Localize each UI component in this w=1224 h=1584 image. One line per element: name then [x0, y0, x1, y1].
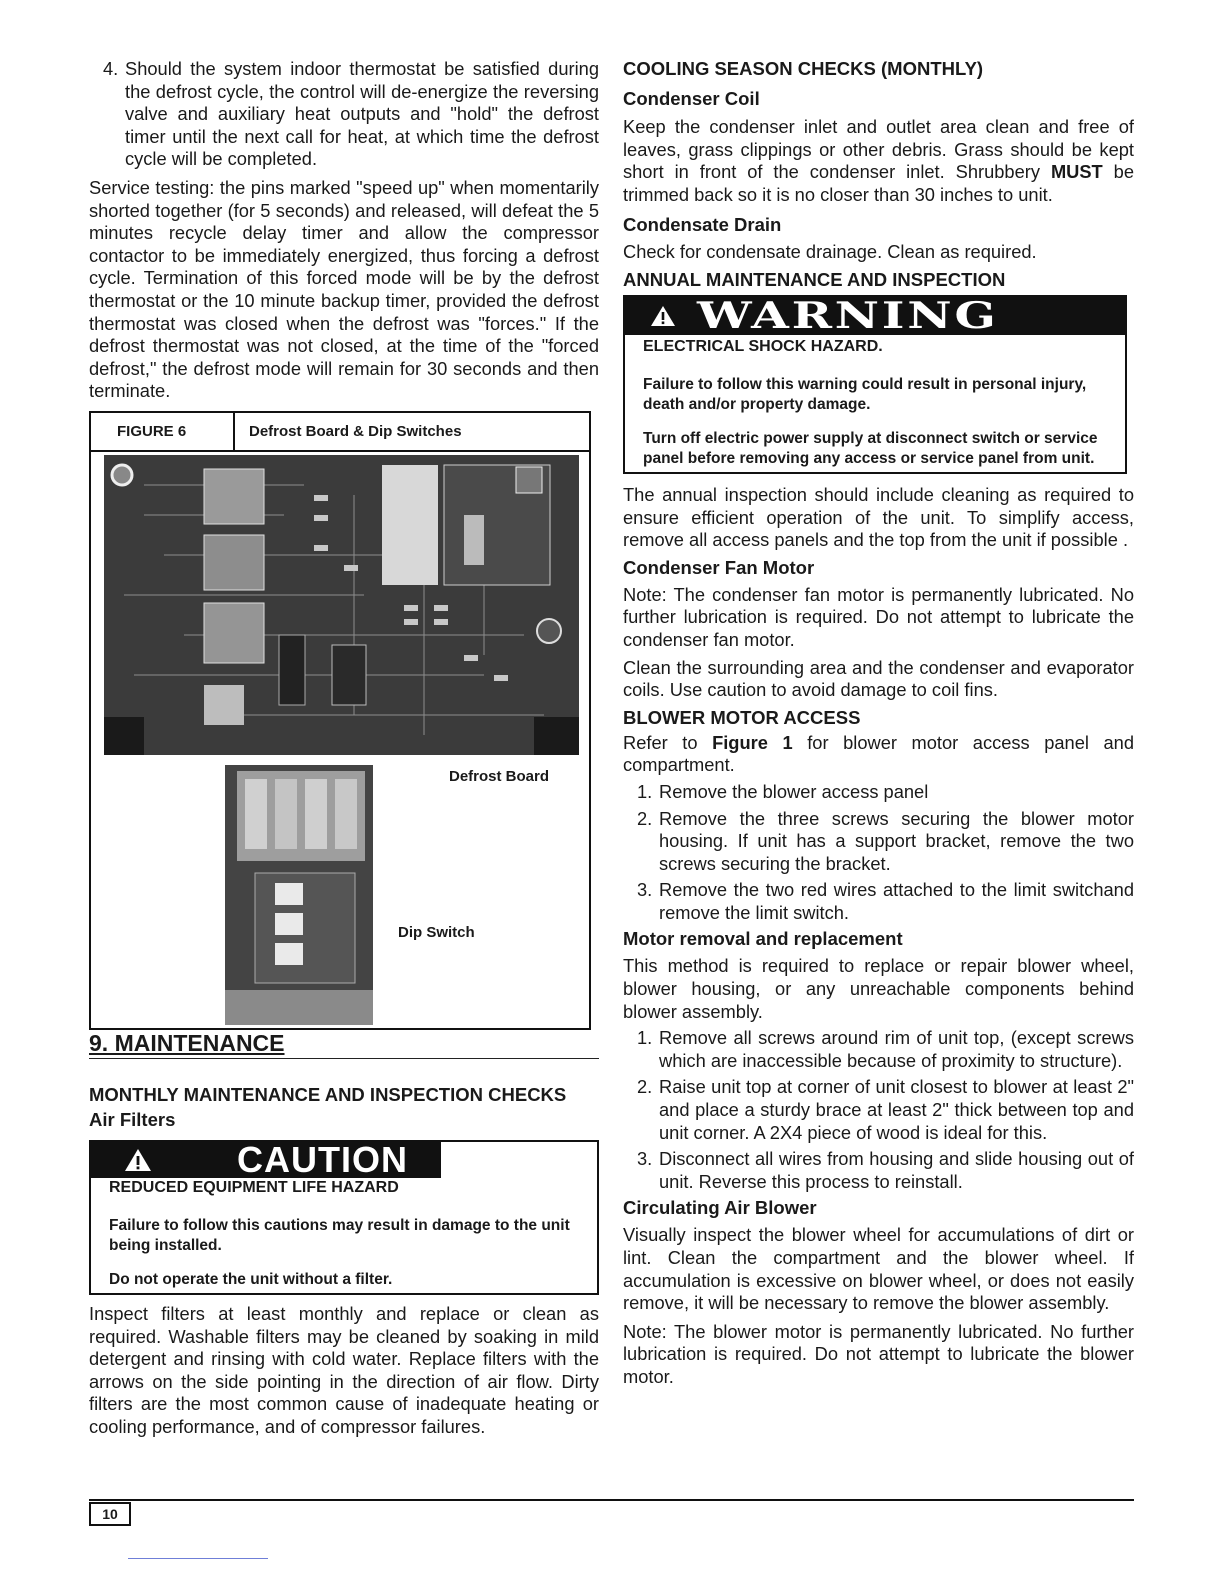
refer-paragraph — [623, 732, 1134, 777]
monthly-heading: MONTHLY MAINTENANCE AND INSPECTION CHECKS — [89, 1083, 567, 1105]
list-item — [623, 1148, 1134, 1193]
refer-text-a: Refer to — [623, 731, 713, 753]
cooling-heading: COOLING SEASON CHECKS (MONTHLY) — [623, 58, 984, 79]
list-number: 2. — [637, 1076, 653, 1098]
caution-body — [91, 1178, 597, 1293]
condensate-drain-heading: Condensate Drain — [623, 214, 782, 236]
warning-line-2: Turn off electric power supply at disconnect switch or service panel before removing any access or service panel from unit. — [643, 429, 1098, 467]
defrost-list — [89, 58, 599, 171]
warning-banner — [625, 294, 1125, 337]
caution-line-2: Do not operate the unit without a filter. — [109, 1270, 393, 1288]
maintenance-title — [89, 1030, 599, 1059]
left-column — [89, 58, 599, 1438]
warning-triangle-icon — [649, 304, 677, 328]
method-paragraph: This method is required to replace or repair blower wheel, blower housing, or any unreachable components behind blower assembly. — [623, 955, 1134, 1022]
refer-text-b: for blower motor access panel and compartment. — [623, 731, 1135, 776]
caution-box — [89, 1140, 599, 1295]
condenser-coil-text-a: Keep the condenser inlet and outlet area clean and free of leaves, grass clippings or other debris. Grass should be kept short in front of the condenser inlet. Shrubbery — [623, 116, 1134, 183]
warning-line-1: Failure to follow this warning could result in personal injury, death and/or property damage. — [643, 375, 1087, 413]
list-text: Should the system indoor thermostat be satisfied during the defrost cycle, the control will de-energize the reversing valve and auxiliary heat outputs and "hold" the defrost timer until the next call for heat, at which time the defrost cycle will be completed. — [125, 58, 599, 170]
caution-hazard: REDUCED EQUIPMENT LIFE HAZARD — [109, 1178, 399, 1196]
list-number: 3. — [637, 1148, 653, 1170]
list-text: Disconnect all wires from housing and slide housing out of unit. Reverse this process to reinstall. — [659, 1148, 1134, 1192]
warning-hazard: ELECTRICAL SHOCK HAZARD. — [643, 337, 883, 355]
refer-figure: Figure 1 — [712, 731, 793, 753]
circulating-paragraph: Visually inspect the blower wheel for accumulations of dirt or lint. Clean the compartment and the blower wheel. If accumulation is excessive on blower wheel, or does not easily remove, it will be necessary to remove the blower assembly. — [623, 1224, 1134, 1314]
list-text: Remove the blower access panel — [659, 780, 929, 802]
condenser-coil-paragraph — [623, 116, 1134, 206]
air-filters-heading: Air Filters — [89, 1108, 176, 1130]
fan-motor-heading: Condenser Fan Motor — [623, 556, 815, 578]
figure-header — [91, 413, 589, 452]
list-text: Raise unit top at corner of unit closest to blower at least 2" and place a sturdy brace at least 2" thick between top and unit corner. A 2X4 piece of wood is ideal for this. — [659, 1076, 1134, 1143]
figure-6 — [89, 411, 591, 1030]
caution-banner — [91, 1138, 441, 1180]
condenser-coil-text-b: be trimmed back so it is no closer than 30 inches to unit. — [623, 161, 1135, 205]
annual-paragraph: The annual inspection should include cleaning as required to ensure efficient operation of the unit. To simplify access, remove all access panels and the top from the unit if possible . — [623, 483, 1134, 551]
defrost-board-label: Defrost Board — [449, 767, 550, 785]
service-testing-paragraph: Service testing: the pins marked "speed up" when momentarily shorted together (for 5 seconds) and released, will defeat the 5 minutes recycle delay timer and allow the compressor contactor to be immediately energized, thus forcing a defrost cycle. Termination of this forced mode will be by the defrost thermostat or the 10 minute backup timer, provided the defrost thermostat was closed when the defrost was "forces." If the defrost thermostat was not closed, at the time of the "forced defrost," the defrost mode will remain for 30 seconds and then terminate. — [89, 176, 599, 402]
warning-box — [623, 295, 1127, 474]
condenser-coil-heading: Condenser Coil — [623, 88, 760, 109]
scan-artifact-line — [128, 1558, 268, 1559]
list-item — [623, 1027, 1134, 1072]
page-number: 10 — [89, 1502, 131, 1526]
dip-switch-illustration — [225, 765, 373, 1025]
list-item — [623, 781, 1134, 804]
list-text: Remove the three screws securing the blower motor housing. If unit has a support bracket, remove the two screws securing the bracket. — [659, 807, 1134, 874]
circuit-board-illustration — [104, 455, 579, 755]
list-number: 3. — [637, 879, 653, 901]
list-number: 2. — [637, 807, 653, 829]
warning-body — [625, 335, 1125, 472]
list-number: 4. — [103, 58, 119, 79]
list-number: 1. — [637, 780, 653, 802]
dip-switch-label: Dip Switch — [398, 923, 475, 941]
annual-heading: ANNUAL MAINTENANCE AND INSPECTION — [623, 268, 1006, 290]
blower-note-paragraph: Note: The blower motor is permanently lubricated. No further lubrication is required. Do not attempt to lubricate the blower motor. — [623, 1320, 1134, 1387]
list-number: 1. — [637, 1027, 653, 1049]
condensate-paragraph: Check for condensate drainage. Clean as required. — [623, 241, 1037, 263]
caution-title: CAUTION — [237, 1138, 408, 1180]
right-column — [623, 58, 1134, 1389]
warning-triangle-icon — [123, 1147, 153, 1173]
footer-rule — [89, 1499, 1134, 1501]
dip-switch-photo — [225, 765, 373, 1025]
caution-line-1: Failure to follow this cautions may result in damage to the unit being installed. — [109, 1216, 570, 1254]
fan-note-paragraph: Note: The condenser fan motor is permanently lubricated. No further lubrication is required. Do not attempt to lubricate the condenser fan motor. — [623, 583, 1134, 650]
list-item — [623, 1076, 1134, 1144]
access-steps-list — [623, 781, 1134, 925]
circulating-heading: Circulating Air Blower — [623, 1197, 817, 1219]
figure-label: FIGURE 6 — [91, 413, 235, 450]
list-text: Remove all screws around rim of unit top, (except screws which are inaccessible because of proximity to structure). — [659, 1027, 1134, 1071]
clean-paragraph: Clean the surrounding area and the condenser and evaporator coils. Use caution to avoid damage to coil fins. — [623, 656, 1134, 701]
list-item — [89, 58, 599, 171]
condenser-coil-must: MUST — [1050, 161, 1103, 183]
list-item — [623, 879, 1134, 924]
list-item — [623, 808, 1134, 876]
removal-steps-list — [623, 1027, 1134, 1193]
figure-caption: Defrost Board & Dip Switches — [249, 422, 462, 440]
warning-title: WARNING — [697, 294, 999, 337]
defrost-board-photo — [104, 455, 579, 755]
motor-removal-heading: Motor removal and replacement — [623, 928, 903, 950]
inspect-filters-paragraph: Inspect filters at least monthly and replace or clean as required. Washable filters may be cleaned by soaking in mild detergent and rinsing with cold water. Replace filters with the arrows on the side pointing in the direction of air flow. Dirty filters are the most common cause of inadequate heating or cooling performance, and of compressor failures. — [89, 1302, 599, 1437]
blower-access-heading: BLOWER MOTOR ACCESS — [623, 706, 861, 728]
list-text: Remove the two red wires attached to the limit switchand remove the limit switch. — [659, 879, 1134, 923]
maintenance-title-text: 9. MAINTENANCE — [89, 1029, 285, 1056]
